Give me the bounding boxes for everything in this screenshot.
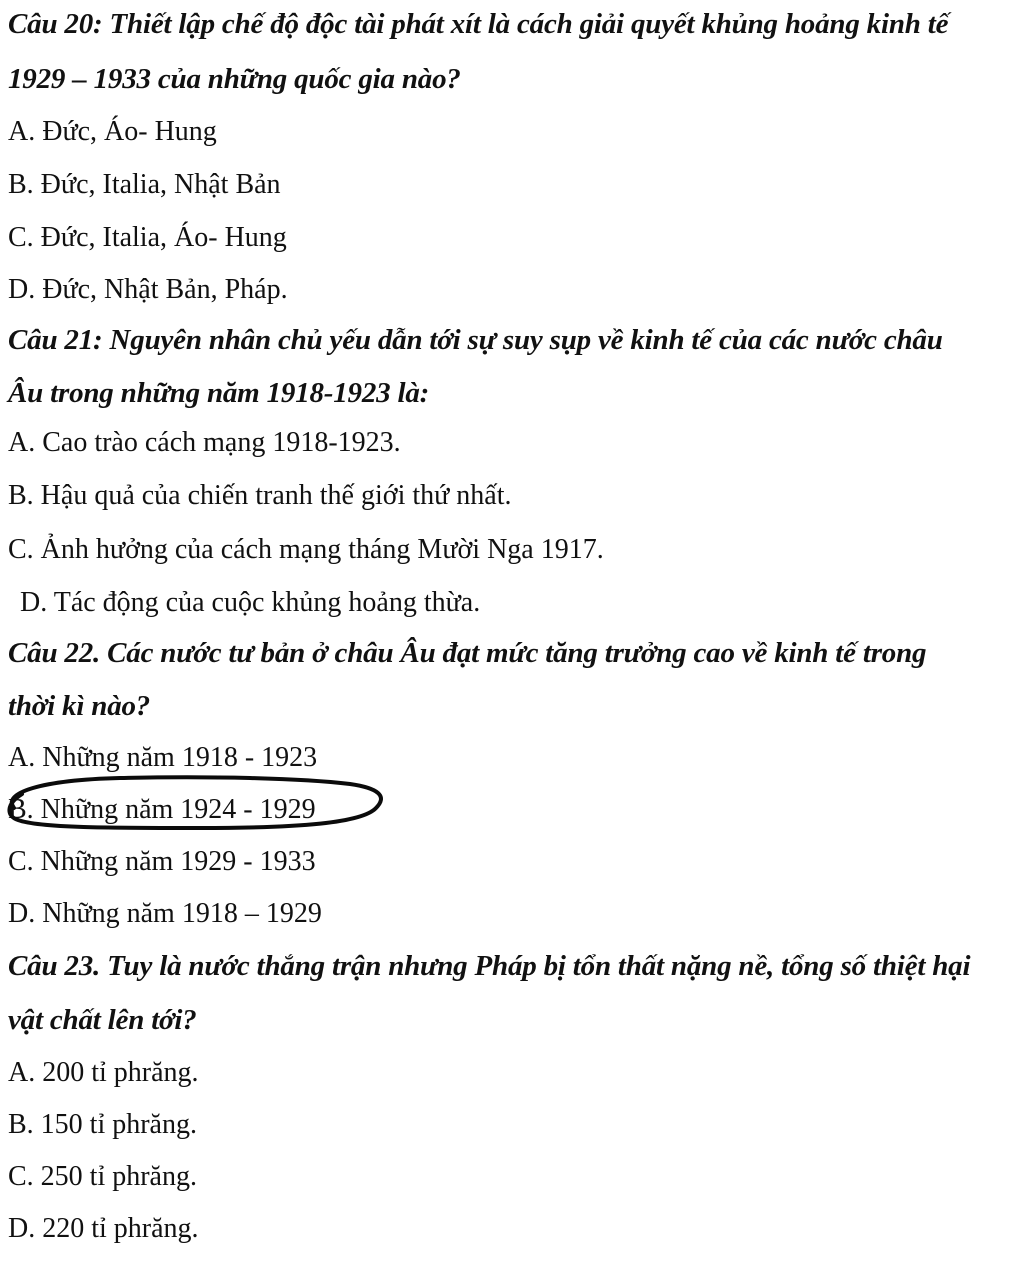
question-22-title-line-1: Câu 22. Các nước tư bản ở châu Âu đạt mức tăng trưởng cao về kinh tế trong: [8, 637, 927, 669]
question-23-title-line-1: Câu 23. Tuy là nước thắng trận nhưng Pháp bị tổn thất nặng nề, tổng số thiệt hại: [8, 950, 971, 982]
question-23-option-b: B. 150 tỉ phrăng.: [8, 1109, 197, 1140]
question-23-option-a: A. 200 tỉ phrăng.: [8, 1057, 199, 1088]
question-22-option-c: C. Những năm 1929 - 1933: [8, 846, 316, 877]
question-20-option-c: C. Đức, Italia, Áo- Hung: [8, 222, 287, 253]
question-20-option-b: B. Đức, Italia, Nhật Bản: [8, 169, 281, 200]
question-23-option-d: D. 220 tỉ phrăng.: [8, 1213, 199, 1244]
question-21-option-b: B. Hậu quả của chiến tranh thế giới thứ nhất.: [8, 480, 512, 511]
question-23-option-c: C. 250 tỉ phrăng.: [8, 1161, 197, 1192]
question-20-title-line-1: Câu 20: Thiết lập chế độ độc tài phát xít là cách giải quyết khủng hoảng kinh tế: [8, 8, 949, 40]
question-21-title-line-1: Câu 21: Nguyên nhân chủ yếu dẫn tới sự suy sụp về kinh tế của các nước châu: [8, 324, 943, 356]
question-20-option-d: D. Đức, Nhật Bản, Pháp.: [8, 274, 288, 305]
question-22-option-a: A. Những năm 1918 - 1923: [8, 742, 318, 773]
question-21-option-d: D. Tác động của cuộc khủng hoảng thừa.: [20, 587, 481, 618]
question-21-option-c: C. Ảnh hưởng của cách mạng tháng Mười Nga 1917.: [8, 534, 604, 565]
question-22-option-b: B. Những năm 1924 - 1929: [8, 794, 316, 825]
question-23-title-line-2: vật chất lên tới?: [8, 1004, 197, 1036]
question-22-option-d: D. Những năm 1918 – 1929: [8, 898, 322, 929]
question-20-option-a: A. Đức, Áo- Hung: [8, 116, 217, 147]
question-21-option-a: A. Cao trào cách mạng 1918-1923.: [8, 427, 401, 458]
question-20-title-line-2: 1929 – 1933 của những quốc gia nào?: [8, 63, 461, 95]
question-21-title-line-2: Âu trong những năm 1918-1923 là:: [8, 377, 430, 409]
question-22-title-line-2: thời kì nào?: [8, 690, 151, 722]
